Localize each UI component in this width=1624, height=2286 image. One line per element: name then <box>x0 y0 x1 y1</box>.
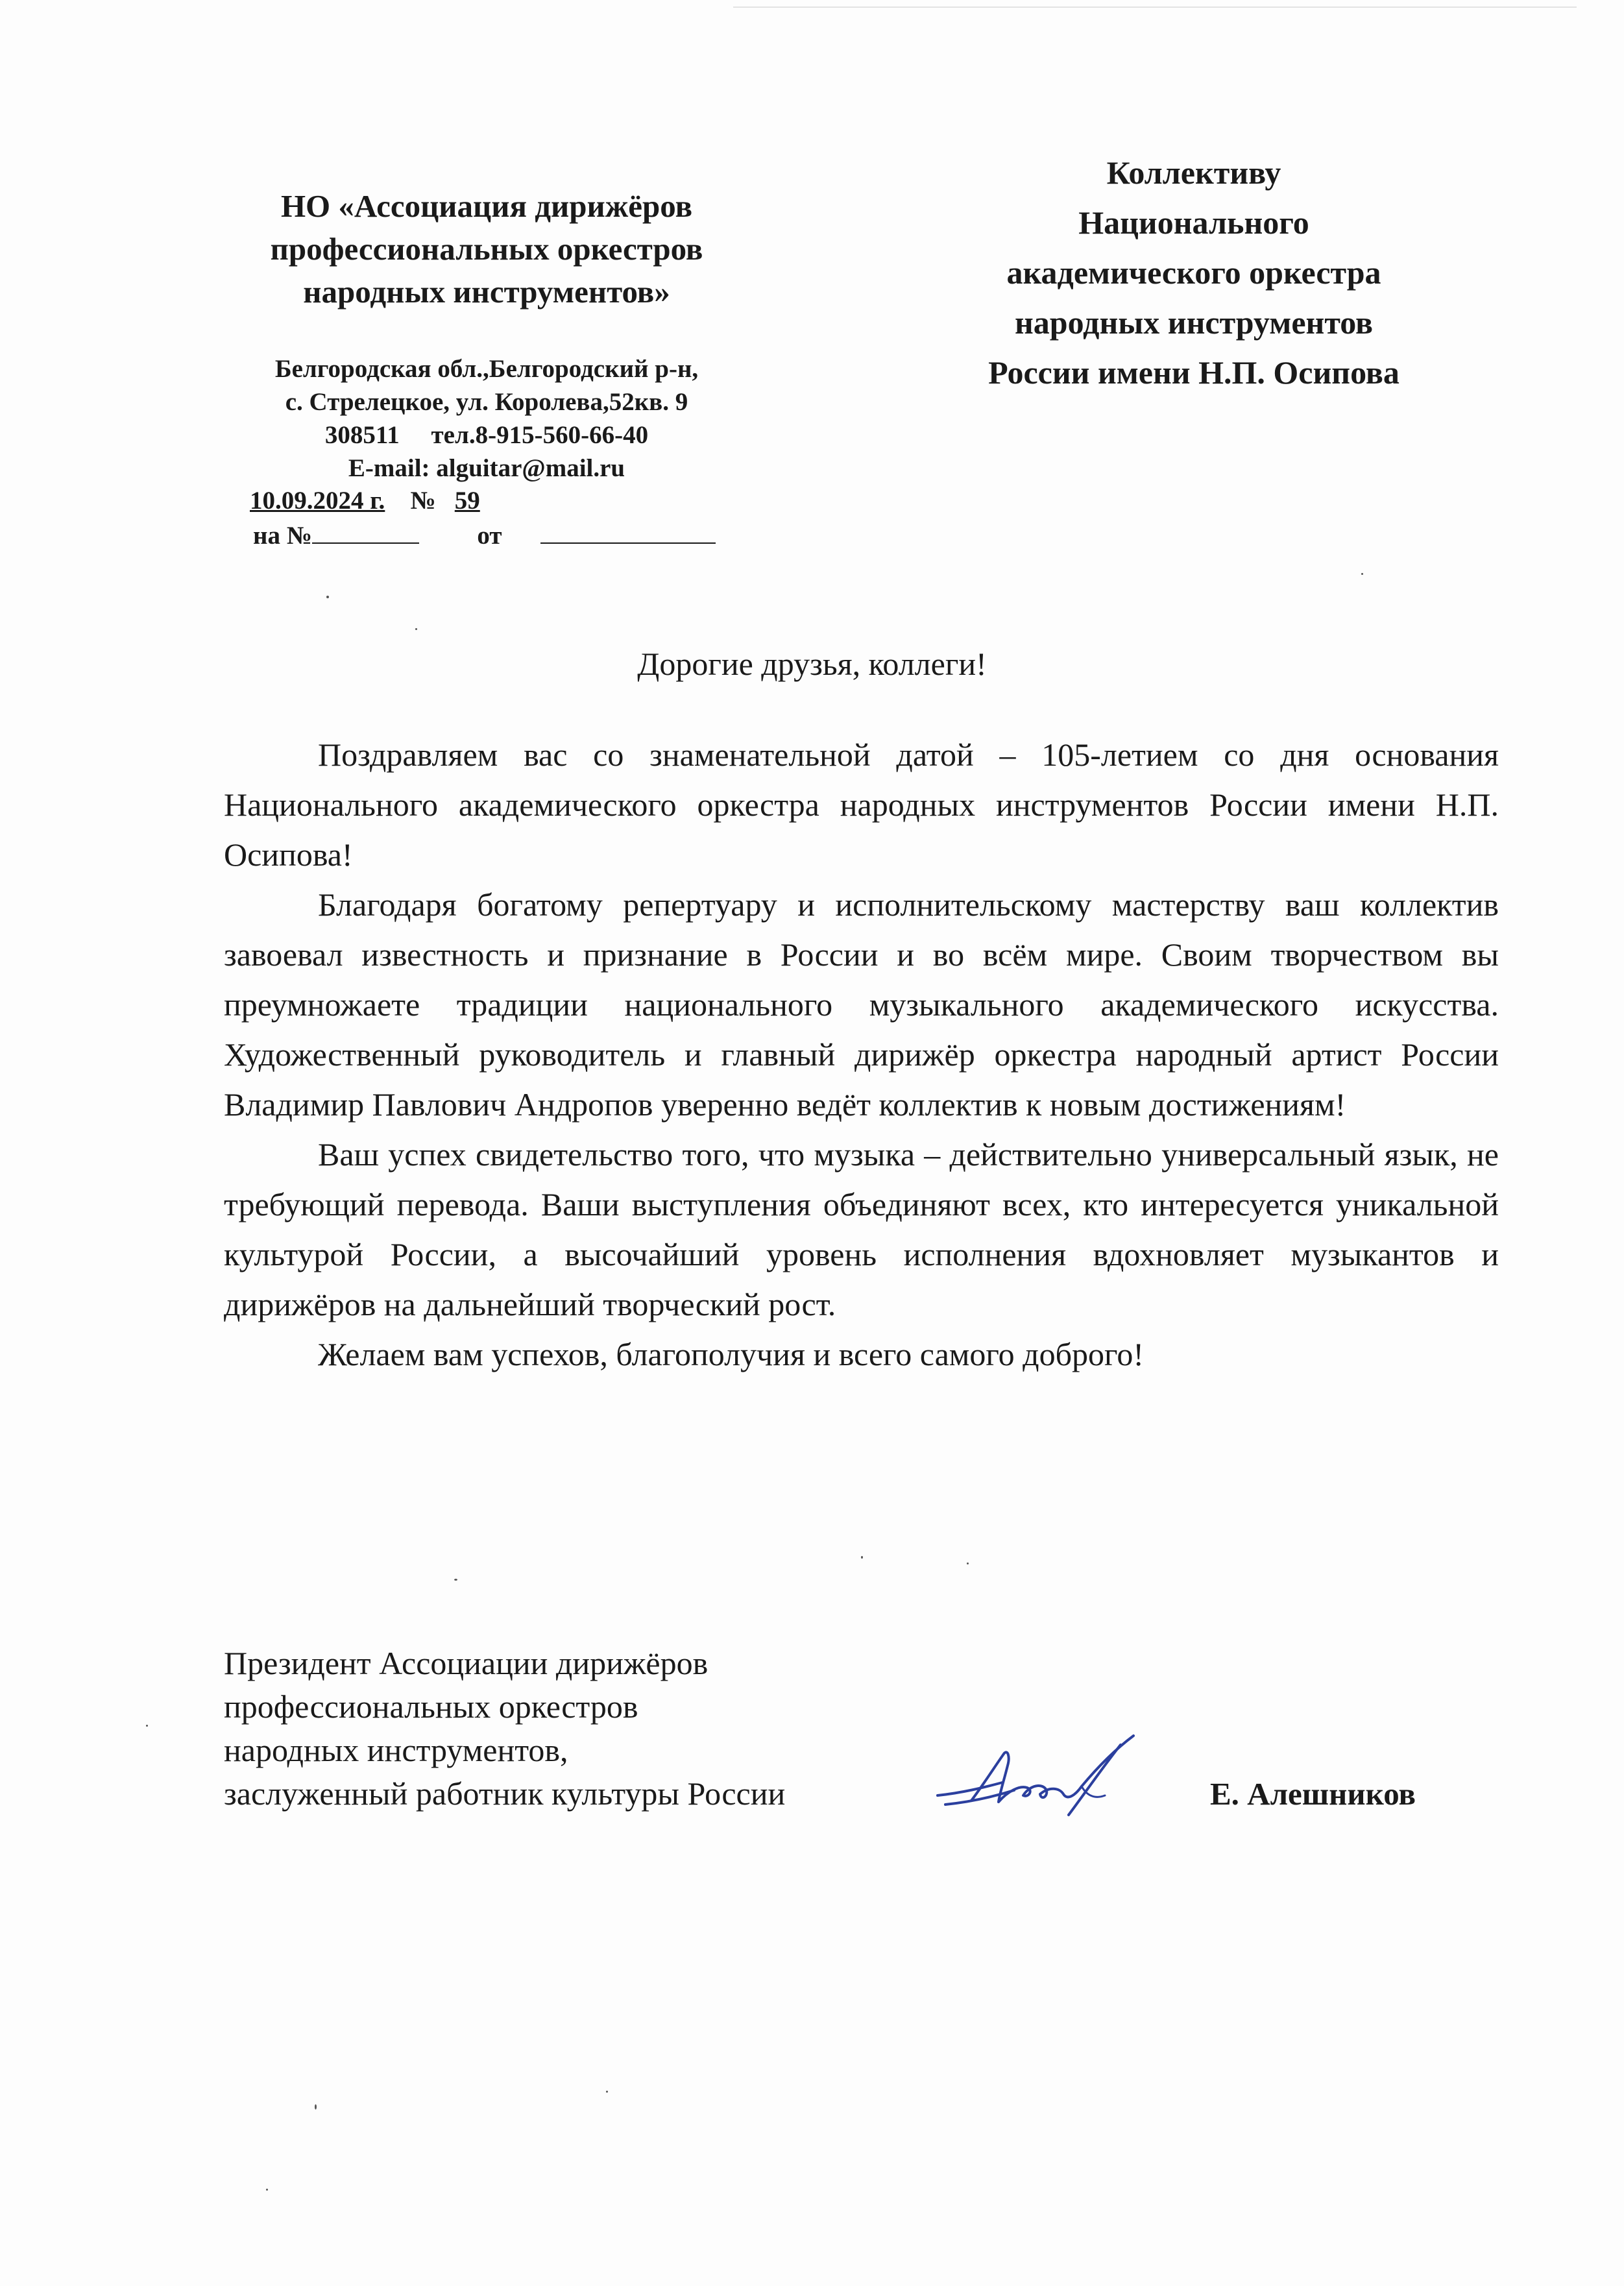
signatory-title <box>224 1642 785 1816</box>
incoming-reference-row <box>250 518 716 553</box>
sender-address-line: Белгородская обл.,Белгородский р-н, <box>274 355 699 383</box>
recipient-block <box>915 148 1473 398</box>
sender-org-line: НО «Ассоциация дирижёров <box>280 188 693 224</box>
scan-speck <box>454 1579 457 1581</box>
scan-speck <box>326 596 329 598</box>
handwritten-signature <box>931 1723 1145 1833</box>
number-label: № <box>410 487 436 515</box>
scan-speck <box>606 2091 608 2093</box>
signatory-title-line: заслуженный работник культуры России <box>224 1775 786 1812</box>
recipient-line: России имени Н.П. Осипова <box>988 354 1400 391</box>
outgoing-registration-row <box>250 483 716 518</box>
recipient-line: Национального <box>1078 204 1309 241</box>
scan-speck <box>1361 573 1363 575</box>
scan-speck <box>315 2104 317 2110</box>
body-paragraph: Желаем вам успехов, благополучия и всего самого доброго! <box>318 1336 1144 1372</box>
ref-date-blank <box>540 523 716 544</box>
signatory-title-line: профессиональных оркестров <box>224 1688 638 1725</box>
recipient-line: академического оркестра <box>1006 254 1381 291</box>
scan-speck <box>415 628 417 630</box>
scan-speck <box>266 2189 268 2191</box>
letter-body <box>224 730 1499 1380</box>
sender-address-line: с. Стрелецкое, ул. Королева,52кв. 9 <box>285 388 688 416</box>
body-paragraph: Благодаря богатому репертуару и исполнительскому мастерству ваш коллектив завоевал известность и признание в России и во всём мире. Своим творчеством вы преумножаете традиции национального музыкального академического искусства. Художественный руководитель и главный дирижёр оркестра народный артист России Владимир Павлович Андропов уверенно ведёт коллектив к новым достижениям! <box>224 886 1499 1123</box>
signatory-name: Е. Алешников <box>1210 1776 1416 1812</box>
recipient-line: народных инструментов <box>1014 304 1373 341</box>
registration-block <box>250 483 716 553</box>
letter-number: 59 <box>454 487 480 515</box>
body-paragraph: Ваш успех свидетельство того, что музыка – действительно универсальный язык, не требующий перевода. Ваши выступления объединяют всех, кто интересуется уникальной культурой России, а высочайший уровень исполнения вдохновляет музыкантов и дирижёров на дальнейший творческий рост. <box>224 1136 1499 1322</box>
greeting: Дорогие друзья, коллеги! <box>637 646 987 682</box>
recipient-line: Коллективу <box>1106 154 1281 191</box>
sender-contacts <box>195 352 779 485</box>
scan-speck <box>861 1556 863 1559</box>
ref-number-blank <box>312 523 419 544</box>
sender-org-name <box>195 185 779 313</box>
sender-org-line: профессиональных оркестров <box>270 231 703 267</box>
signatory-title-line: народных инструментов, <box>224 1732 568 1768</box>
ref-number-label: на № <box>253 522 312 550</box>
body-paragraph: Поздравляем вас со знаменательной датой – 105-летием со дня основания Национального академического оркестра народных инструментов России имени Н.П. Осипова! <box>224 736 1499 873</box>
sender-email: E-mail: alguitar@mail.ru <box>348 454 625 482</box>
signatory-title-line: Президент Ассоциации дирижёров <box>224 1645 709 1681</box>
scan-speck <box>146 1725 148 1727</box>
sender-org-line: народных инструментов» <box>303 274 670 310</box>
sender-postcode-phone: 308511 тел.8-915-560-66-40 <box>324 421 649 449</box>
scan-artifact-line <box>733 6 1577 8</box>
ref-from-label: от <box>477 522 502 550</box>
sender-block <box>195 185 779 485</box>
letter-date: 10.09.2024 г. <box>250 487 385 515</box>
scan-speck <box>967 1563 969 1564</box>
